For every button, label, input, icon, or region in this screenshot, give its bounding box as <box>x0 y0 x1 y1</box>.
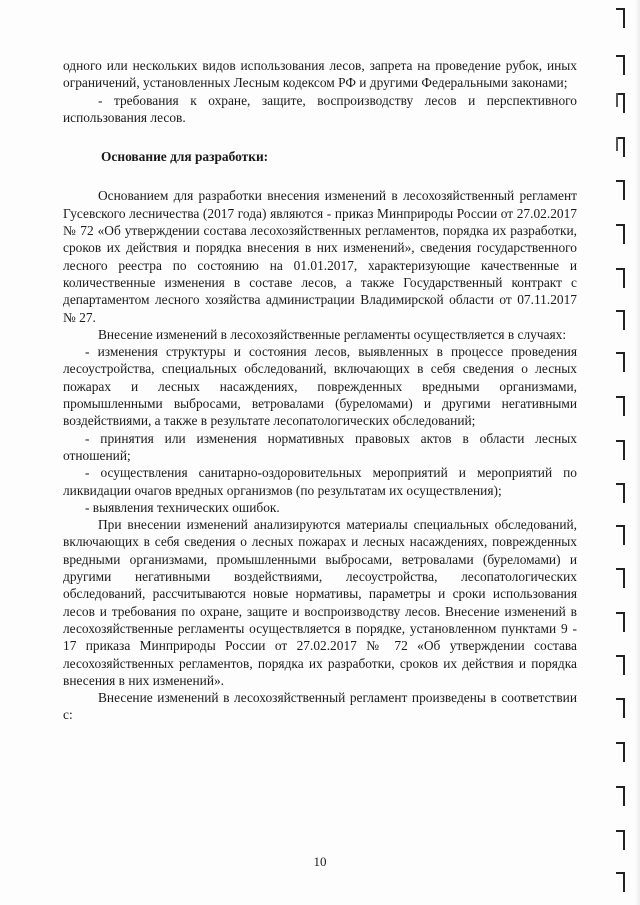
binder-mark <box>616 742 626 762</box>
binder-mark <box>616 396 626 416</box>
list-item: - выявления технических ошибок. <box>85 499 280 515</box>
binder-mark <box>616 786 626 806</box>
binder-mark <box>616 655 626 675</box>
binder-mark <box>616 180 626 200</box>
binder-mark <box>616 698 626 718</box>
binder-mark <box>616 830 626 850</box>
list-item: - принятия или изменения нормативных правовых актов в области лесных отношений; <box>63 430 577 463</box>
binder-mark <box>616 872 626 892</box>
paragraph: одного или нескольких видов использования лесов, запрета на проведение рубок, иных ограничений, установленных Лесным кодексом РФ и другими Федеральными законами; <box>63 58 577 91</box>
document-body <box>63 57 577 724</box>
binder-mark <box>616 440 626 460</box>
scan-edge-shadow <box>634 0 640 905</box>
binder-mark <box>616 93 626 113</box>
list-item: - изменения структуры и состояния лесов, выявленных в процессе проведения лесоустройства, специальных обследований, включающих в себя сведения о лесных пожарах и лесных насаждениях, поврежденных вредными организмами, промышленными выбросами, ветровалами (буреломами) и другими негативными воздействиями, а также в результате лесопатологических обследований; <box>63 344 577 429</box>
paragraph: Основанием для разработки внесения изменений в лесохозяйственный регламент Гусевского лесничества (2017 года) являются - приказ Минприроды России от 27.02.2017 № 72 «Об утверждении состава лесохозяйственных регламентов, порядка их разработки, сроков их действия и порядка внесения в них изменений», сведения государственного лесного реестра по состоянию на 01.01.2017, характеризующие качественные и количественные изменения в составе лесов, а также Государственный контракт с департаментом лесного хозяйства администрации Владимирской области от 07.11.2017 № 27. <box>63 188 577 325</box>
binder-mark <box>616 352 626 372</box>
binder-mark <box>616 268 626 288</box>
binder-mark <box>616 8 626 28</box>
binder-mark <box>616 525 626 545</box>
paragraph: - требования к охране, защите, воспроизводству лесов и перспективного использования лесов. <box>63 92 577 125</box>
page-number: 10 <box>313 854 327 869</box>
paragraph: Внесение изменений в лесохозяйственные регламенты осуществляется в случаях: <box>98 326 567 342</box>
section-heading: Основание для разработки: <box>101 149 269 165</box>
paragraph: Внесение изменений в лесохозяйственный регламент произведены в соответствии с: <box>63 690 577 723</box>
list-item: - осуществления санитарно-оздоровительных мероприятий и мероприятий по ликвидации очагов вредных организмов (по результатам их осуществления); <box>63 465 577 498</box>
binder-mark <box>616 224 626 244</box>
binder-mark <box>616 310 626 330</box>
paragraph: При внесении изменений анализируются материалы специальных обследований, включающих в себя сведения о лесных пожарах и лесных насаждениях, поврежденных вредными организмами, промышленными выбросами, ветровалами (буреломами) и другими негативными воздействиями, лесоустройства, лесопатологических обследований, рассчитываются новые нормативы, параметры и сроки использования лесов и требования по охране, защите и воспроизводству лесов. Внесение изменений в лесохозяйственные регламенты осуществляется в порядке, установленном пунктами 9 - 17 приказа Минприроды России от 27.02.2017 № 72 «Об утверждении состава лесохозяйственных регламентов, порядка их разработки, сроков их действия и порядка внесения в них изменений». <box>63 517 577 688</box>
binder-mark <box>616 137 626 157</box>
binder-mark <box>616 483 626 503</box>
binder-mark <box>616 568 626 588</box>
binder-mark <box>616 55 626 75</box>
binder-mark <box>616 612 626 632</box>
